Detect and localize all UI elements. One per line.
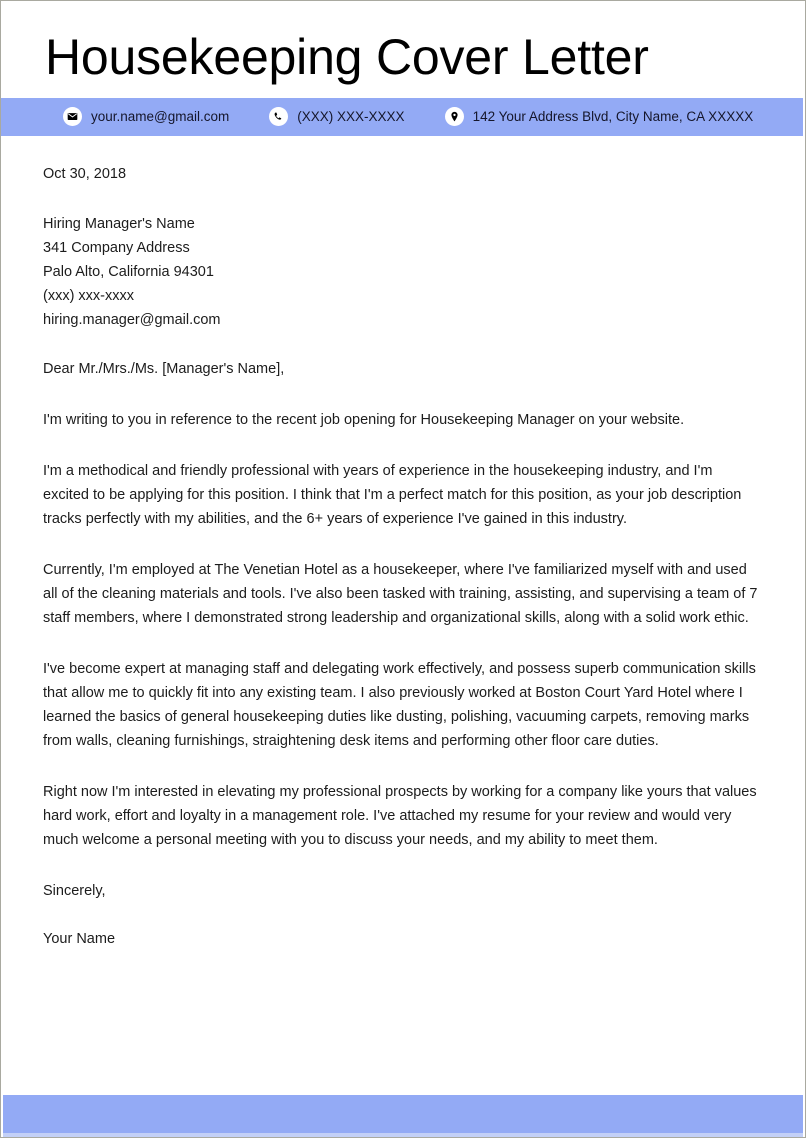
contact-bar bbox=[1, 98, 803, 136]
contact-address-text: 142 Your Address Blvd, City Name, CA XXXXX bbox=[472, 108, 754, 124]
recipient-line-name: Hiring Manager's Name bbox=[43, 215, 195, 232]
envelope-icon bbox=[63, 107, 82, 126]
letter-header bbox=[1, 1, 805, 98]
letter-paragraph: Right now I'm interested in elevating my professional prospects by working for a company like yours that values hard work, effort and loyalty in a management role. I've attached my resume for your review and would very much welcome a personal meeting with you to discuss your needs, and my ability to meet them. bbox=[43, 783, 757, 848]
letter-date: Oct 30, 2018 bbox=[43, 165, 127, 182]
letter-paragraph: I've become expert at managing staff and delegating work effectively, and possess superb communication skills that allow me to quickly fit into any existing team. I also previously worked at Boston Court Yard Hotel where I learned the basics of general housekeeping duties like dusting, polishing, vacuuming carpets, removing marks from walls, cleaning furnishings, straightening desk items and performing other floor care duties. bbox=[43, 660, 756, 749]
footer-accent-bar bbox=[3, 1095, 803, 1133]
contact-item-email bbox=[63, 107, 229, 126]
recipient-line-email: hiring.manager@gmail.com bbox=[43, 311, 221, 328]
contact-item-phone bbox=[269, 107, 404, 126]
location-pin-icon bbox=[445, 107, 464, 126]
letter-paragraph: I'm writing to you in reference to the recent job opening for Housekeeping Manager on your website. bbox=[43, 411, 685, 428]
contact-email-text: your.name@gmail.com bbox=[91, 108, 230, 124]
salutation: Dear Mr./Mrs./Ms. [Manager's Name], bbox=[43, 360, 285, 377]
closing-line: Sincerely, bbox=[43, 882, 106, 899]
contact-phone-text: (XXX) XXX-XXXX bbox=[297, 108, 405, 124]
recipient-line-phone: (xxx) xxx-xxxx bbox=[43, 287, 135, 304]
page-title: Housekeeping Cover Letter bbox=[45, 29, 649, 85]
letter-paragraph: I'm a methodical and friendly professional with years of experience in the housekeeping industry, and I'm excited to be applying for this position. I think that I'm a perfect match for this position, as your job description tracks perfectly with my abilities, and the 6+ years of experience I've gained in this industry. bbox=[43, 462, 742, 527]
recipient-line-address: 341 Company Address bbox=[43, 239, 190, 256]
contact-item-address bbox=[445, 107, 754, 126]
recipient-block bbox=[43, 212, 761, 332]
letter-paragraph: Currently, I'm employed at The Venetian Hotel as a housekeeper, where I've familiarized myself with and used all of the cleaning materials and tools. I've also been tasked with training, assisting, and supervising a team of 7 staff members, where I demonstrated strong leadership and organizational skills, along with a solid work ethic. bbox=[43, 561, 758, 626]
signature-name: Your Name bbox=[43, 930, 116, 947]
recipient-line-city: Palo Alto, California 94301 bbox=[43, 263, 214, 280]
phone-icon bbox=[269, 107, 288, 126]
letter-body bbox=[1, 136, 805, 951]
footer-accent-strip bbox=[3, 1133, 803, 1137]
